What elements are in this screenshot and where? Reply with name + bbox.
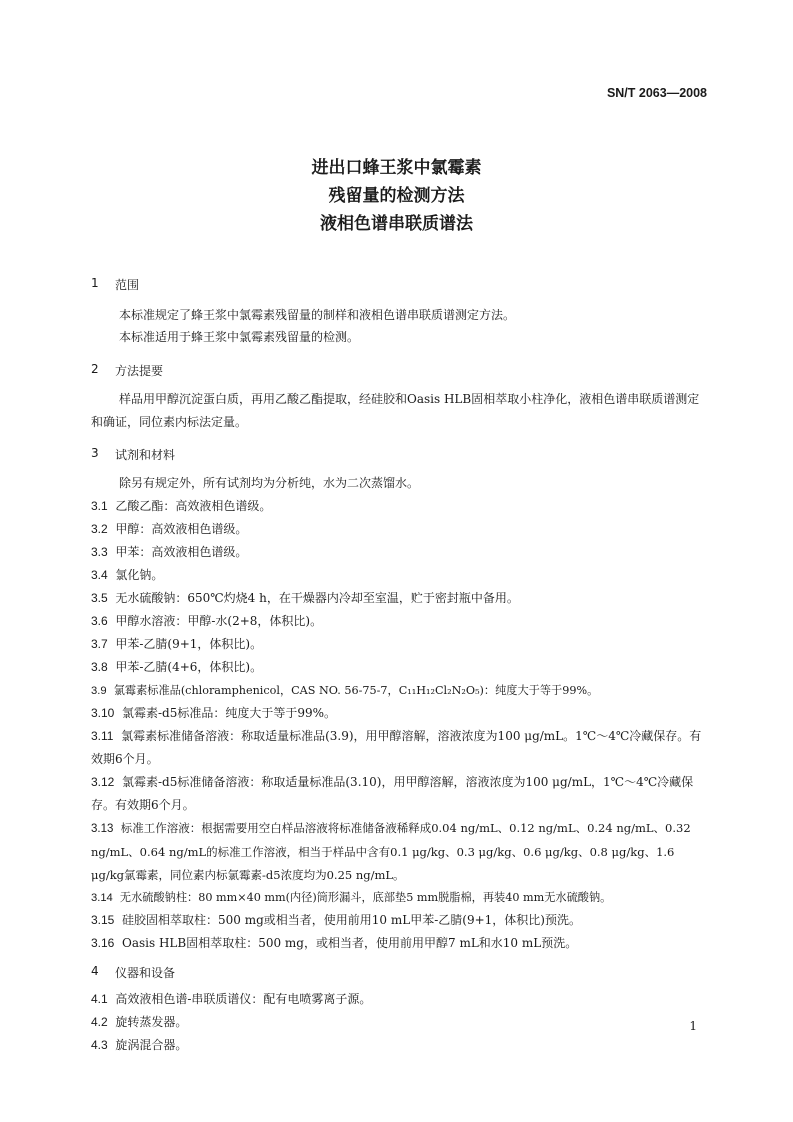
list-item-3-15: 3.15 硅胶固相萃取柱：500 mg或相当者，使用前用10 mL甲苯-乙腈(9+1，体积比)预洗。: [91, 913, 581, 927]
list-item-4-3: 4.3 旋涡混合器。: [91, 1038, 188, 1052]
list-item-3-9: 3.9 氯霉素标准品(chloramphenicol，CAS NO. 56-75-7，C₁₁H₁₂Cl₂N₂O₅)：纯度大于等于99%。: [91, 684, 599, 697]
title-line-3: 液相色谱串联质谱法: [320, 214, 473, 234]
section-3-paragraph-1: 除另有规定外，所有试剂均为分析纯，水为二次蒸馏水。: [119, 476, 420, 490]
list-item-3-1: 3.1 乙酸乙酯：高效液相色谱级。: [91, 499, 272, 513]
list-item-4-2: 4.2 旋转蒸发器。: [91, 1015, 188, 1029]
list-item-3-6: 3.6 甲醇水溶液：甲醇-水(2+8，体积比)。: [91, 614, 323, 628]
section-2-paragraph-1: 样品用甲醇沉淀蛋白质，再用乙酸乙酯提取，经硅胶和Oasis HLB固相萃取小柱净化，液相色谱串联质谱测定和确证，同位素内标法定量。: [91, 392, 700, 429]
section-1-heading: 1 范围: [91, 276, 140, 292]
list-item-3-10: 3.10 氯霉素-d5标准品：纯度大于等于99%。: [91, 706, 337, 720]
list-item-3-16: 3.16 Oasis HLB固相萃取柱：500 mg，或相当者，使用前用甲醇7 mL和水10 mL预洗。: [91, 936, 578, 950]
list-item-3-8: 3.8 甲苯-乙腈(4+6，体积比)。: [91, 660, 263, 674]
list-item-3-3: 3.3 甲苯：高效液相色谱级。: [91, 545, 248, 559]
list-item-3-2: 3.2 甲醇：高效液相色谱级。: [91, 522, 248, 536]
section-3-heading: 3 试剂和材料: [91, 446, 176, 462]
title-line-1: 进出口蜂王浆中氯霉素: [311, 158, 482, 178]
section-2-heading: 2 方法提要: [91, 362, 164, 378]
document-title: [0, 154, 793, 238]
list-item-3-14: 3.14 无水硫酸钠柱：80 mm×40 mm(内径)筒形漏斗，底部垫5 mm脱脂棉，再装40 mm无水硫酸钠。: [91, 891, 612, 904]
list-item-3-5: 3.5 无水硫酸钠：650℃灼烧4 h，在干燥器内冷却至室温，贮于密封瓶中备用。: [91, 591, 519, 605]
section-1-paragraph-1: 本标准规定了蜂王浆中氯霉素残留量的制样和液相色谱串联质谱测定方法。: [119, 308, 516, 322]
standard-code: SN/T 2063—2008: [606, 86, 707, 100]
list-item-3-7: 3.7 甲苯-乙腈(9+1，体积比)。: [91, 637, 263, 651]
list-item-3-13: 3.13 标准工作溶液：根据需要用空白样品溶液将标准储备液稀释成0.04 ng/mL、0.12 ng/mL、0.24 ng/mL、0.32 ng/mL、0.64 ng/mL的标准工作溶液，相当于样品中含有0.1 μg/kg、0.3 μg/kg、0.6 μg/kg、0.8 μg/kg、1.6 μg/kg氯霉素，同位素内标氯霉素-d5浓度均为0.25 ng/mL。: [91, 821, 691, 882]
list-item-3-12: 3.12 氯霉素-d5标准储备溶液：称取适量标准品(3.10)，用甲醇溶解，溶液浓度为100 μg/mL，1℃～4℃冷藏保存。有效期6个月。: [91, 775, 694, 812]
section-4-heading: 4 仪器和设备: [91, 964, 176, 980]
title-line-2: 残留量的检测方法: [328, 186, 465, 206]
list-item-3-4: 3.4 氯化钠。: [91, 568, 164, 582]
list-item-4-1: 4.1 高效液相色谱-串联质谱仪：配有电喷雾离子源。: [91, 992, 372, 1006]
section-1-paragraph-2: 本标准适用于蜂王浆中氯霉素残留量的检测。: [119, 330, 360, 344]
page-number: 1: [689, 1019, 697, 1033]
list-item-3-11: 3.11 氯霉素标准储备溶液：称取适量标准品(3.9)，用甲醇溶解，溶液浓度为100 μg/mL。1℃～4℃冷藏保存。有效期6个月。: [91, 729, 702, 766]
